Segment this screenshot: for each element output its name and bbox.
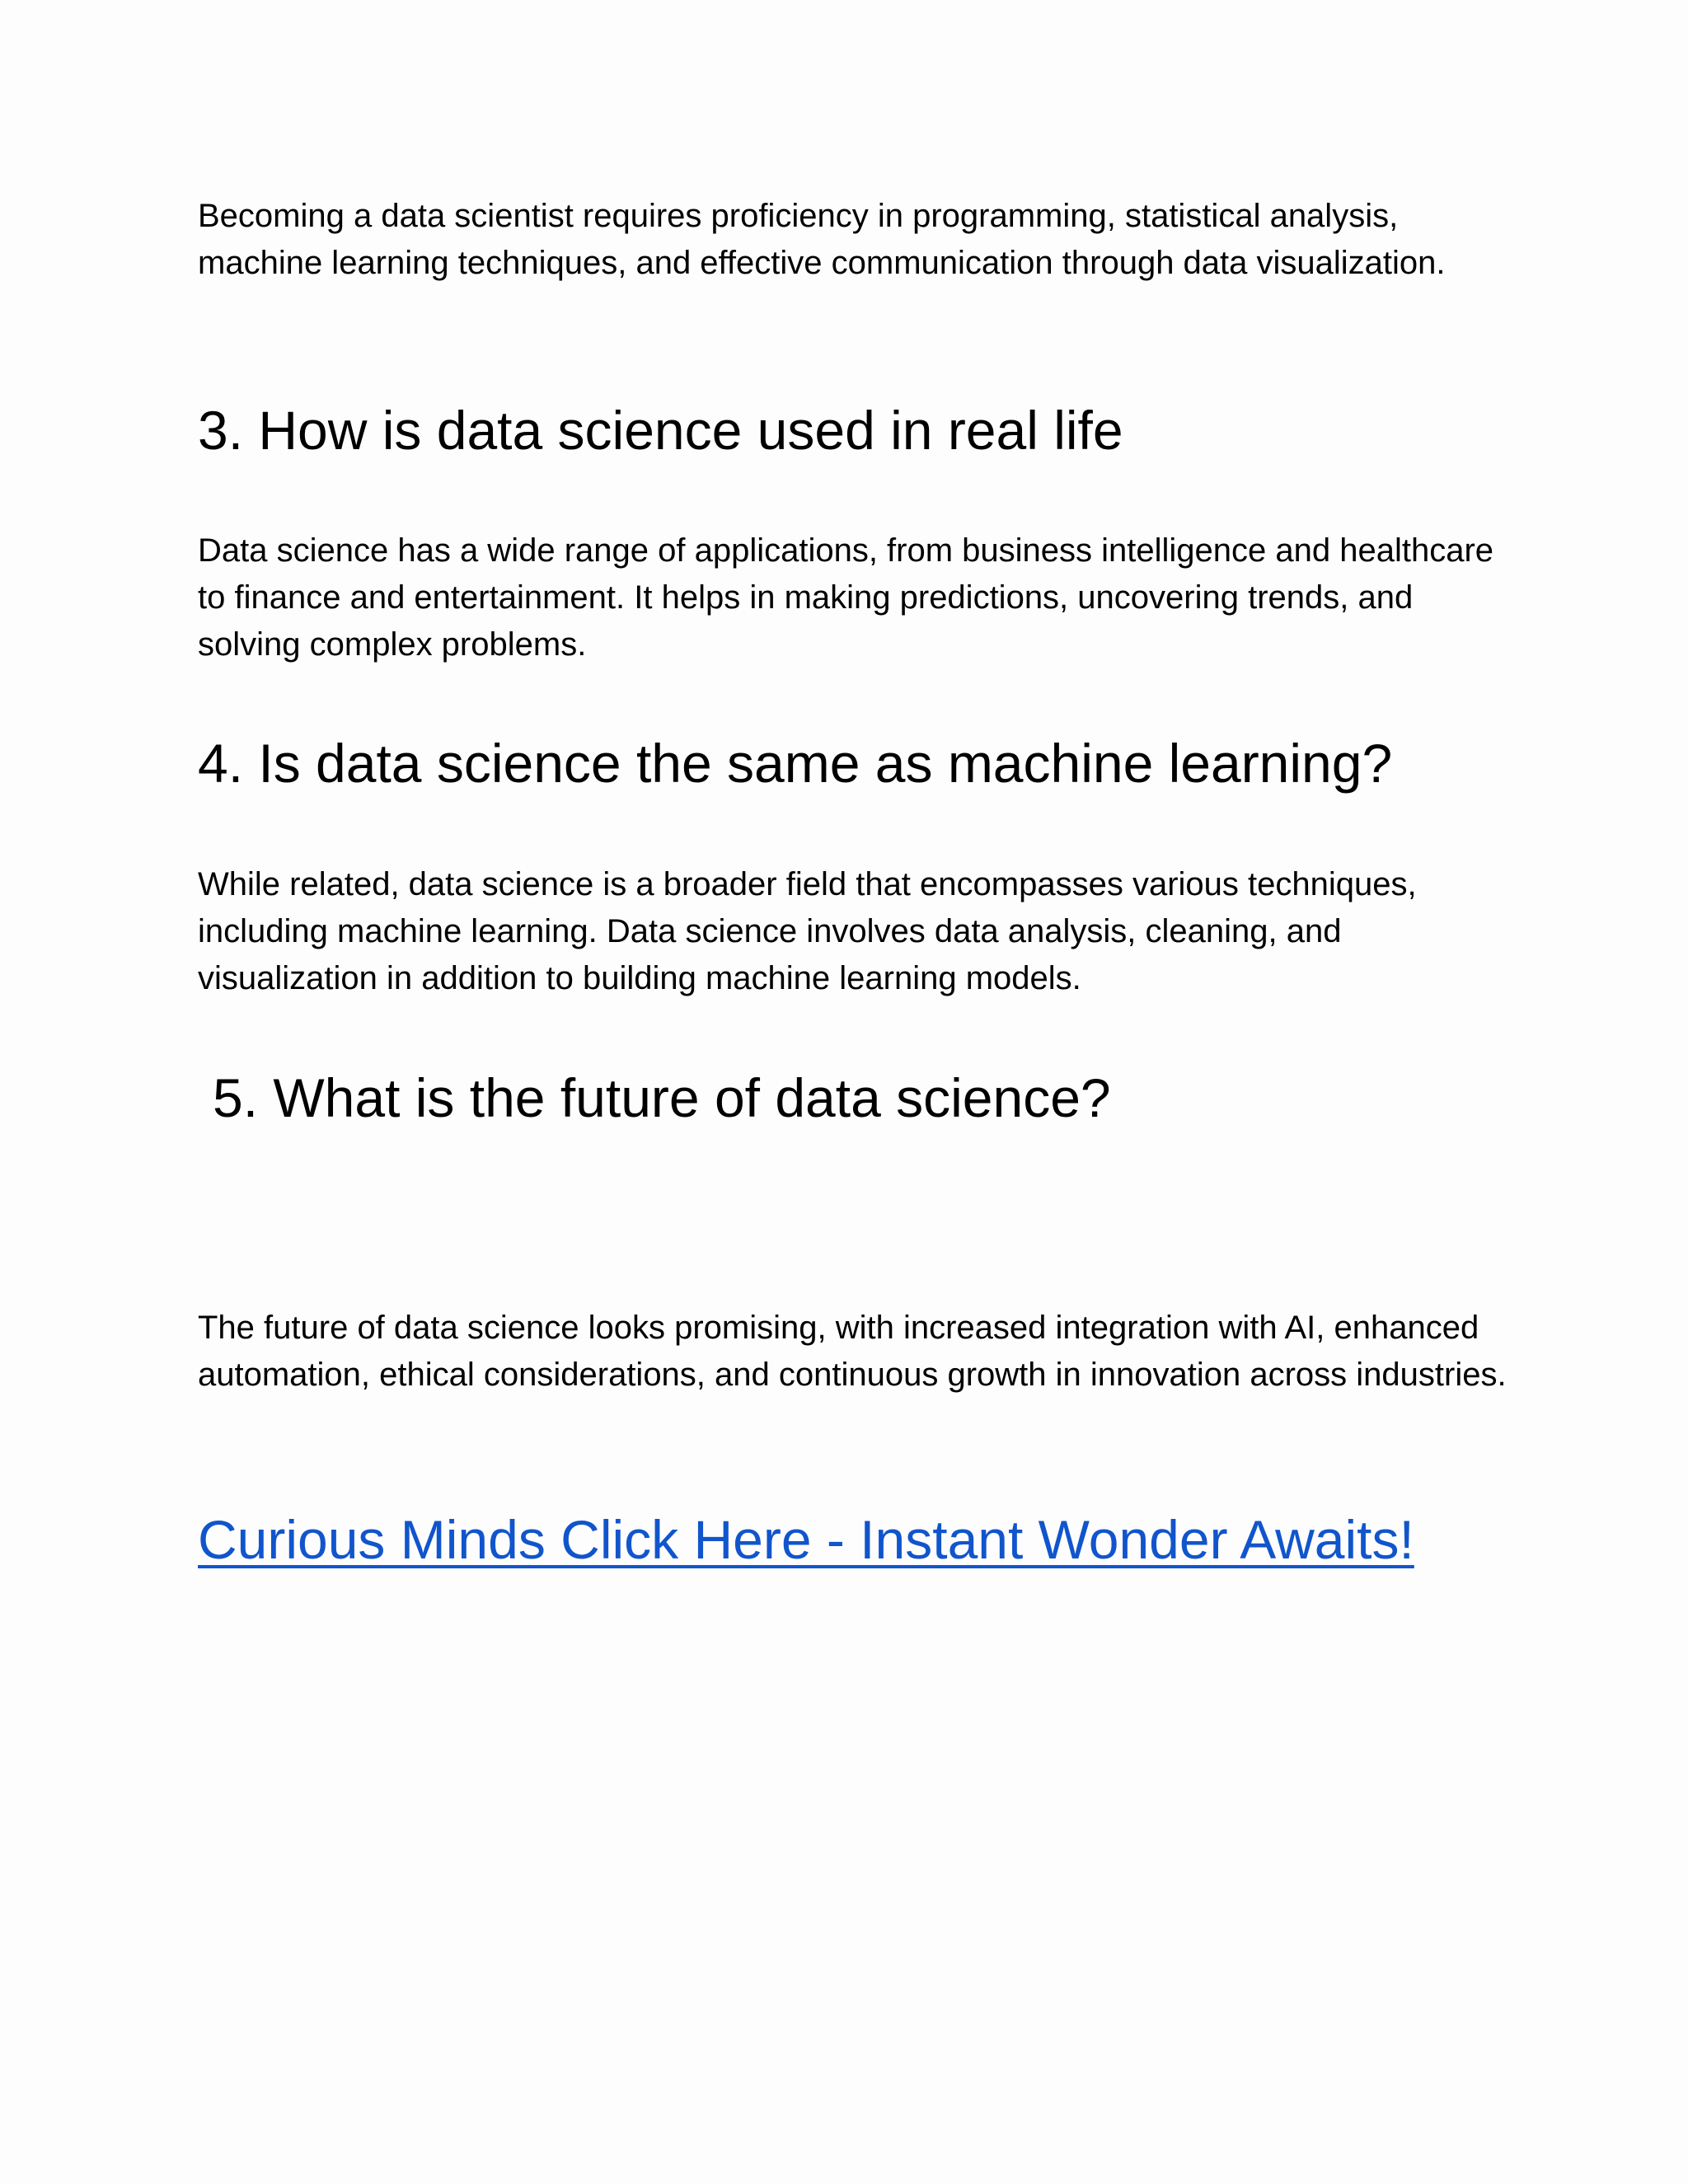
section-body-4: While related, data science is a broader field that encompasses various techniques, including machine learning. Data science involves data analysis, cleaning, and visualization in addition to building machine learning models.	[198, 866, 1417, 996]
section-body-5: The future of data science looks promising, with increased integration with AI, enhanced automation, ethical considerations, and continuous growth in innovation across industries.	[198, 1310, 1507, 1393]
section-body-3: Data science has a wide range of applications, from business intelligence and healthcare to finance and entertainment. It helps in making predictions, uncovering trends, and solving complex problems.	[198, 532, 1494, 663]
cta-link[interactable]: Curious Minds Click Here - Instant Wonder Awaits!	[198, 1509, 1414, 1570]
section-heading-4: 4. Is data science the same as machine learning?	[198, 733, 1393, 794]
section-heading-3: 3. How is data science used in real life	[198, 400, 1123, 461]
intro-paragraph: Becoming a data scientist requires proficiency in programming, statistical analysis, machine learning techniques, and effective communication through data visualization.	[198, 198, 1446, 281]
section-heading-5: 5. What is the future of data science?	[213, 1067, 1111, 1128]
